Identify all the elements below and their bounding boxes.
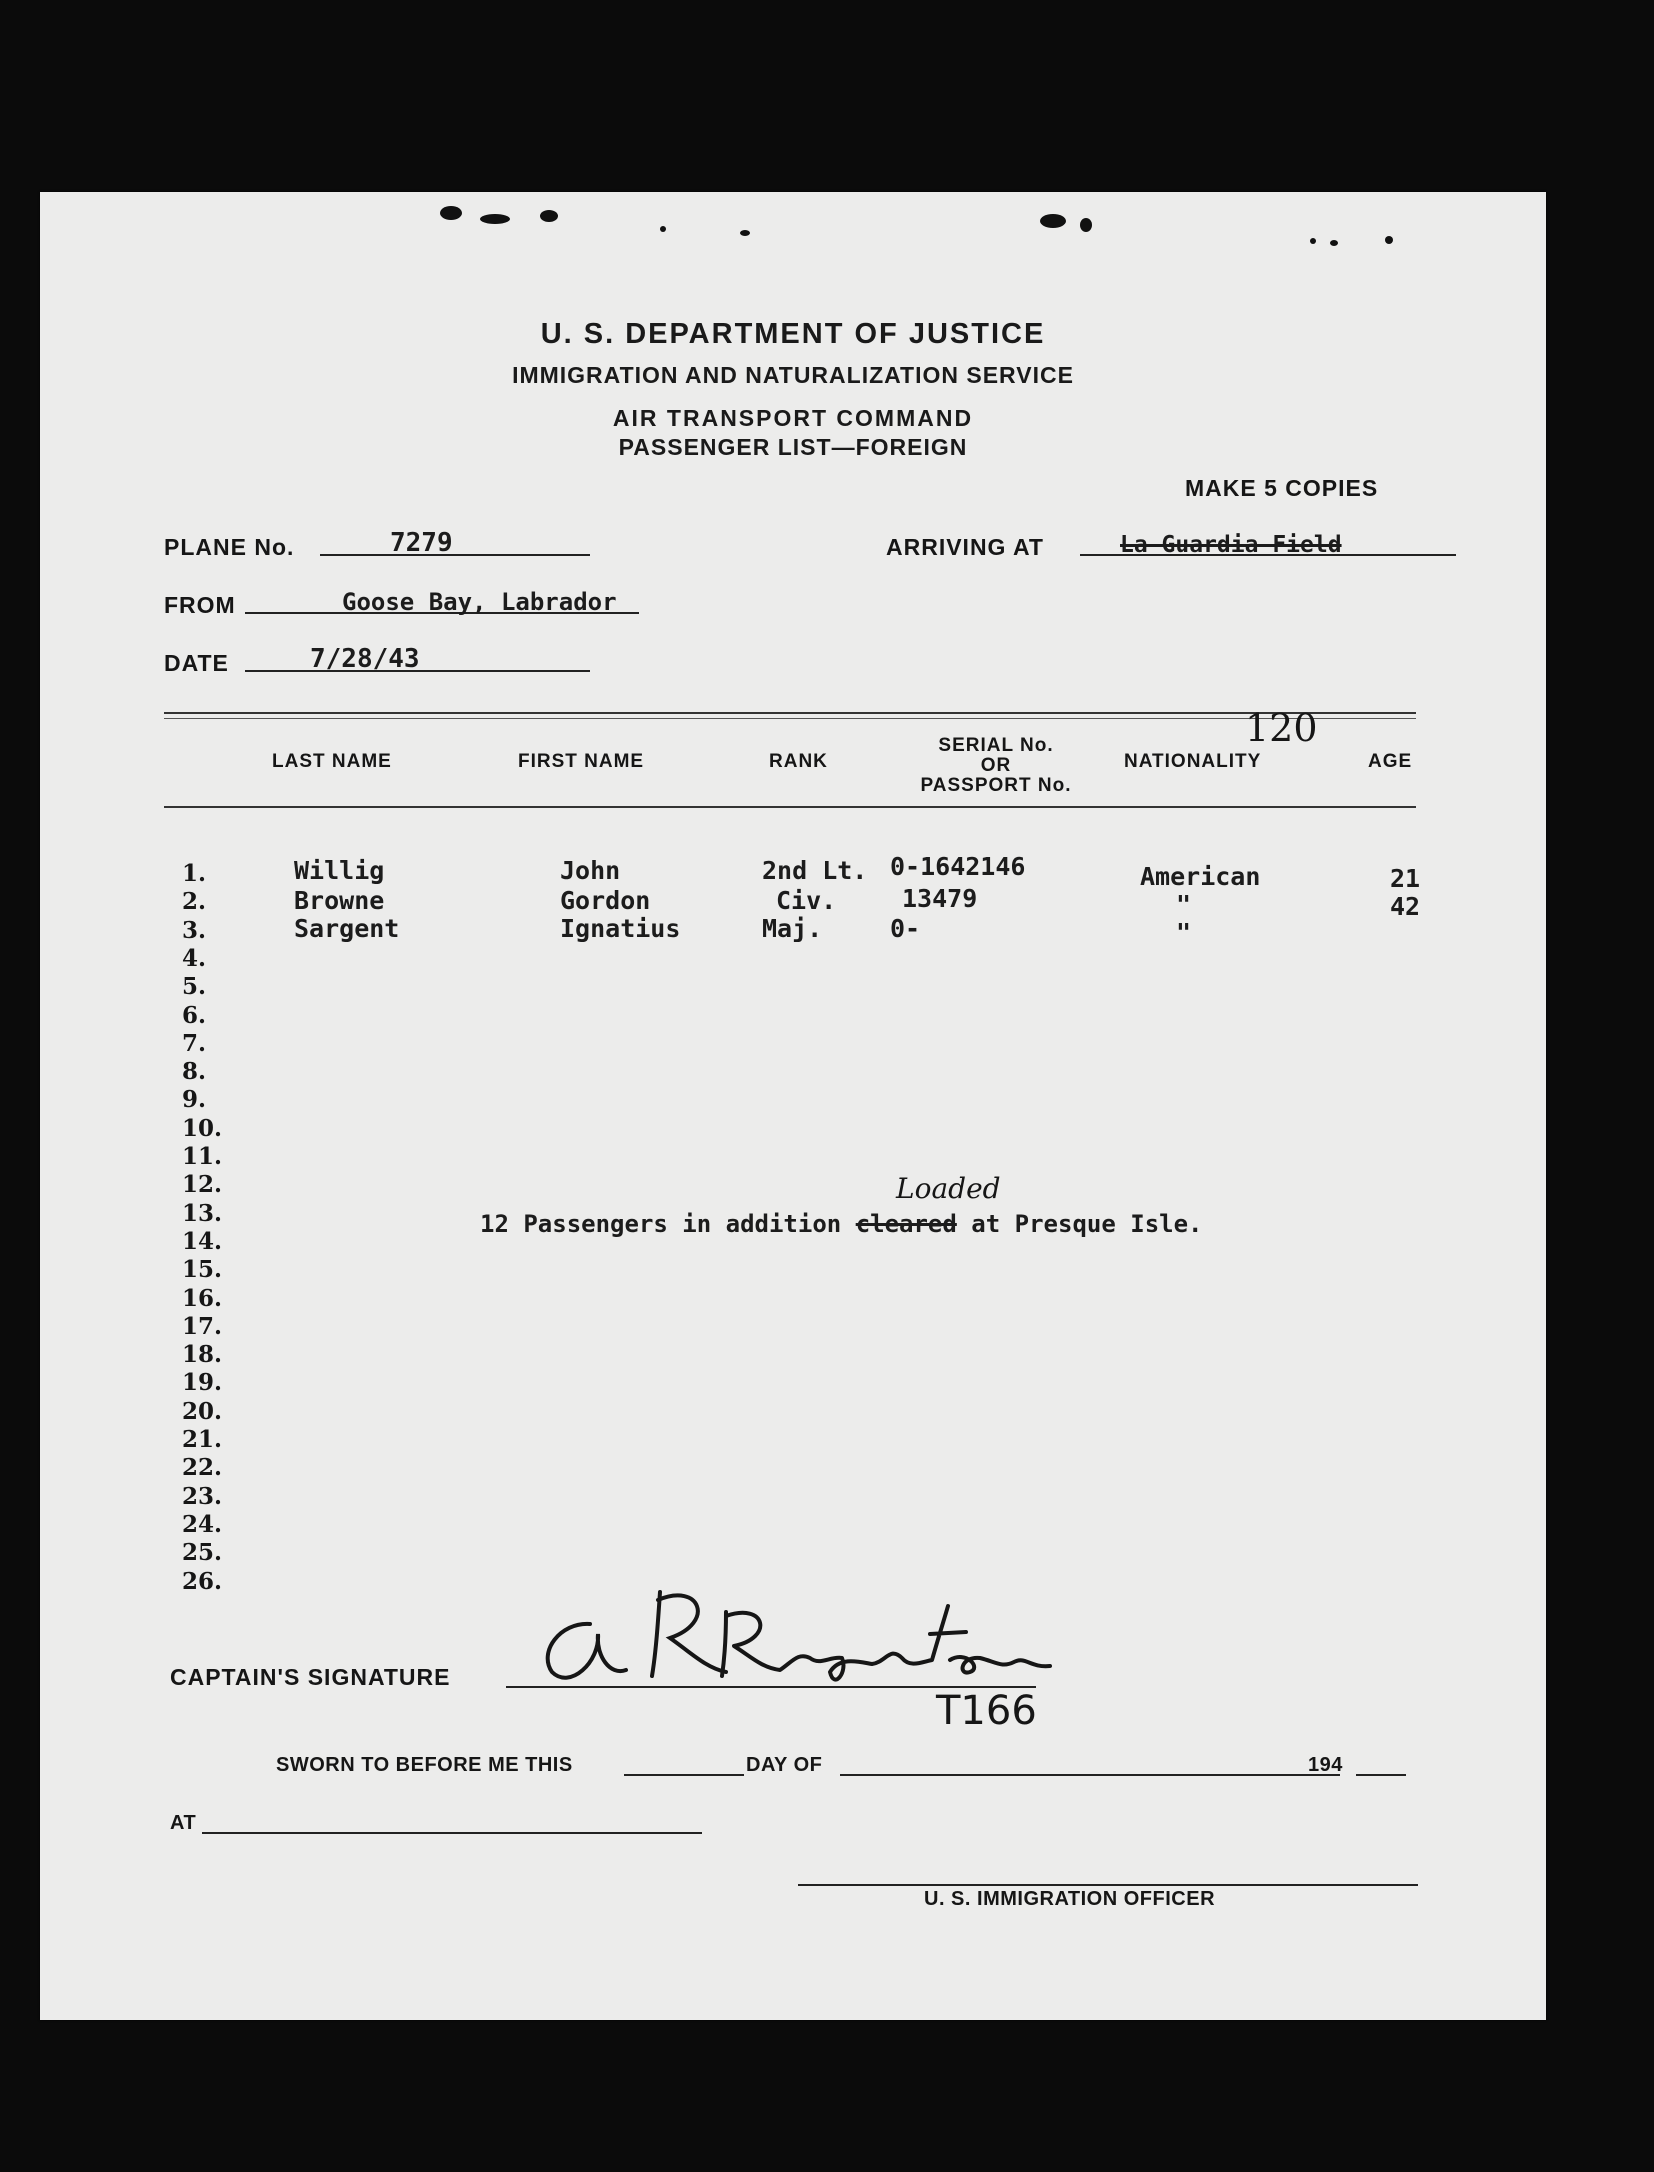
- passenger-age: 42: [1390, 892, 1421, 921]
- passenger-serial-number: 13479: [902, 884, 978, 913]
- passenger-age: 21: [1390, 864, 1421, 893]
- passenger-list-form: [40, 192, 1546, 2020]
- passenger-serial-number: 0-: [890, 914, 921, 943]
- passenger-nationality: ": [1176, 918, 1192, 947]
- rule-top-2: [164, 718, 1416, 719]
- handwritten-number: 120: [1245, 706, 1318, 750]
- torn-edge-mark: [480, 214, 510, 224]
- col-last-name: LAST NAME: [272, 751, 392, 772]
- torn-edge-mark: [1040, 214, 1066, 228]
- passenger-last-name: Browne: [294, 886, 385, 915]
- arriving-label: ARRIVING AT: [886, 534, 1044, 560]
- line-number: 20.: [182, 1397, 223, 1425]
- ink-speck: [1310, 238, 1316, 244]
- ink-speck: [1330, 240, 1338, 246]
- plane-no-line: [320, 554, 590, 556]
- line-number: 14.: [182, 1227, 223, 1255]
- ink-speck: [740, 230, 750, 236]
- col-serial-line2: OR: [980, 755, 1012, 776]
- line-number: 13.: [182, 1199, 223, 1227]
- note-text-part2: at Presque Isle.: [971, 1210, 1203, 1238]
- note-text-part1: 12 Passengers in addition: [480, 1210, 842, 1238]
- line-number: 25.: [182, 1539, 223, 1567]
- line-number: 23.: [182, 1482, 223, 1510]
- arriving-value: La Guardia Field: [1120, 532, 1342, 558]
- date-value: 7/28/43: [310, 644, 420, 674]
- passenger-rank: Civ.: [776, 886, 837, 915]
- year-line: [1356, 1774, 1406, 1776]
- from-label: FROM: [164, 592, 236, 618]
- line-number: 17.: [182, 1312, 223, 1340]
- line-number: 8.: [182, 1058, 207, 1086]
- passenger-rank: Maj.: [762, 914, 823, 943]
- line-number: 3.: [182, 916, 207, 944]
- passenger-note: [480, 1210, 1202, 1238]
- passenger-last-name: Sargent: [294, 914, 400, 943]
- line-number: 4.: [182, 944, 207, 972]
- rule-top-1: [164, 712, 1416, 714]
- passenger-serial-number: 0-1642146: [890, 852, 1026, 881]
- col-first-name: FIRST NAME: [518, 751, 645, 772]
- line-number: 1.: [182, 860, 207, 887]
- col-serial-line3: PASSPORT No.: [920, 775, 1072, 796]
- line-number: 22.: [182, 1454, 223, 1482]
- at-line: [202, 1832, 702, 1834]
- line-number: 5.: [182, 973, 207, 1001]
- line-number: 6.: [182, 1001, 207, 1029]
- torn-edge-mark: [440, 206, 462, 220]
- line-number: 26.: [182, 1567, 223, 1595]
- line-number: 2.: [182, 888, 207, 916]
- passenger-rank: 2nd Lt.: [762, 856, 868, 885]
- line-number: 15.: [182, 1256, 223, 1284]
- col-age: AGE: [1368, 751, 1413, 772]
- ink-speck: [660, 226, 666, 232]
- day-of-line: [840, 1774, 1340, 1776]
- line-number: 16.: [182, 1284, 223, 1312]
- line-number: 12.: [182, 1171, 223, 1199]
- line-number: 11.: [182, 1143, 223, 1170]
- line-number: 24.: [182, 1510, 223, 1538]
- service-title: IMMIGRATION AND NATURALIZATION SERVICE: [512, 362, 1074, 388]
- ink-speck: [1385, 236, 1393, 244]
- officer-label: U. S. IMMIGRATION OFFICER: [924, 1888, 1216, 1910]
- torn-edge-mark: [540, 210, 558, 222]
- date-label: DATE: [164, 650, 229, 676]
- plane-no-label: PLANE No.: [164, 534, 295, 560]
- day-of-label: DAY OF: [746, 1754, 823, 1776]
- line-number: 19.: [182, 1369, 223, 1397]
- col-serial: [876, 736, 1116, 796]
- copies-note: MAKE 5 COPIES: [1185, 475, 1379, 501]
- line-number: 7.: [182, 1029, 207, 1057]
- list-type-title: PASSENGER LIST—FOREIGN: [618, 434, 968, 460]
- command-title: AIR TRANSPORT COMMAND: [612, 405, 974, 431]
- torn-edge-mark: [1080, 218, 1092, 232]
- captain-code: T166: [936, 1688, 1037, 1734]
- line-number: 9.: [182, 1086, 207, 1114]
- passenger-first-name: John: [560, 856, 621, 885]
- col-nationality: NATIONALITY: [1124, 751, 1262, 772]
- passenger-last-name: Willig: [294, 856, 385, 885]
- plane-no-value: 7279: [390, 528, 453, 558]
- department-title: U. S. DEPARTMENT OF JUSTICE: [540, 318, 1046, 350]
- sworn-label: SWORN TO BEFORE ME THIS: [276, 1754, 573, 1776]
- col-rank: RANK: [769, 751, 828, 772]
- rule-header-bottom: [164, 806, 1416, 808]
- year-prefix: 194: [1308, 1754, 1343, 1776]
- passenger-nationality: American: [1140, 862, 1261, 891]
- line-number: 21.: [182, 1426, 223, 1453]
- at-label: AT: [170, 1812, 197, 1834]
- sworn-day-line: [624, 1774, 744, 1776]
- note-struck-word: cleared: [855, 1210, 957, 1238]
- line-number: 10.: [182, 1114, 223, 1142]
- passenger-first-name: Gordon: [560, 886, 651, 915]
- col-serial-line1: SERIAL No.: [938, 735, 1054, 756]
- captain-signature-label: CAPTAIN'S SIGNATURE: [170, 1664, 451, 1690]
- captain-signature-image: [530, 1572, 1060, 1692]
- line-number: 18.: [182, 1341, 223, 1369]
- note-handwritten-correction: Loaded: [896, 1172, 1001, 1205]
- from-value: Goose Bay, Labrador: [342, 588, 617, 616]
- passenger-first-name: Ignatius: [560, 914, 681, 943]
- officer-line: [798, 1884, 1418, 1886]
- passenger-nationality: ": [1176, 890, 1192, 919]
